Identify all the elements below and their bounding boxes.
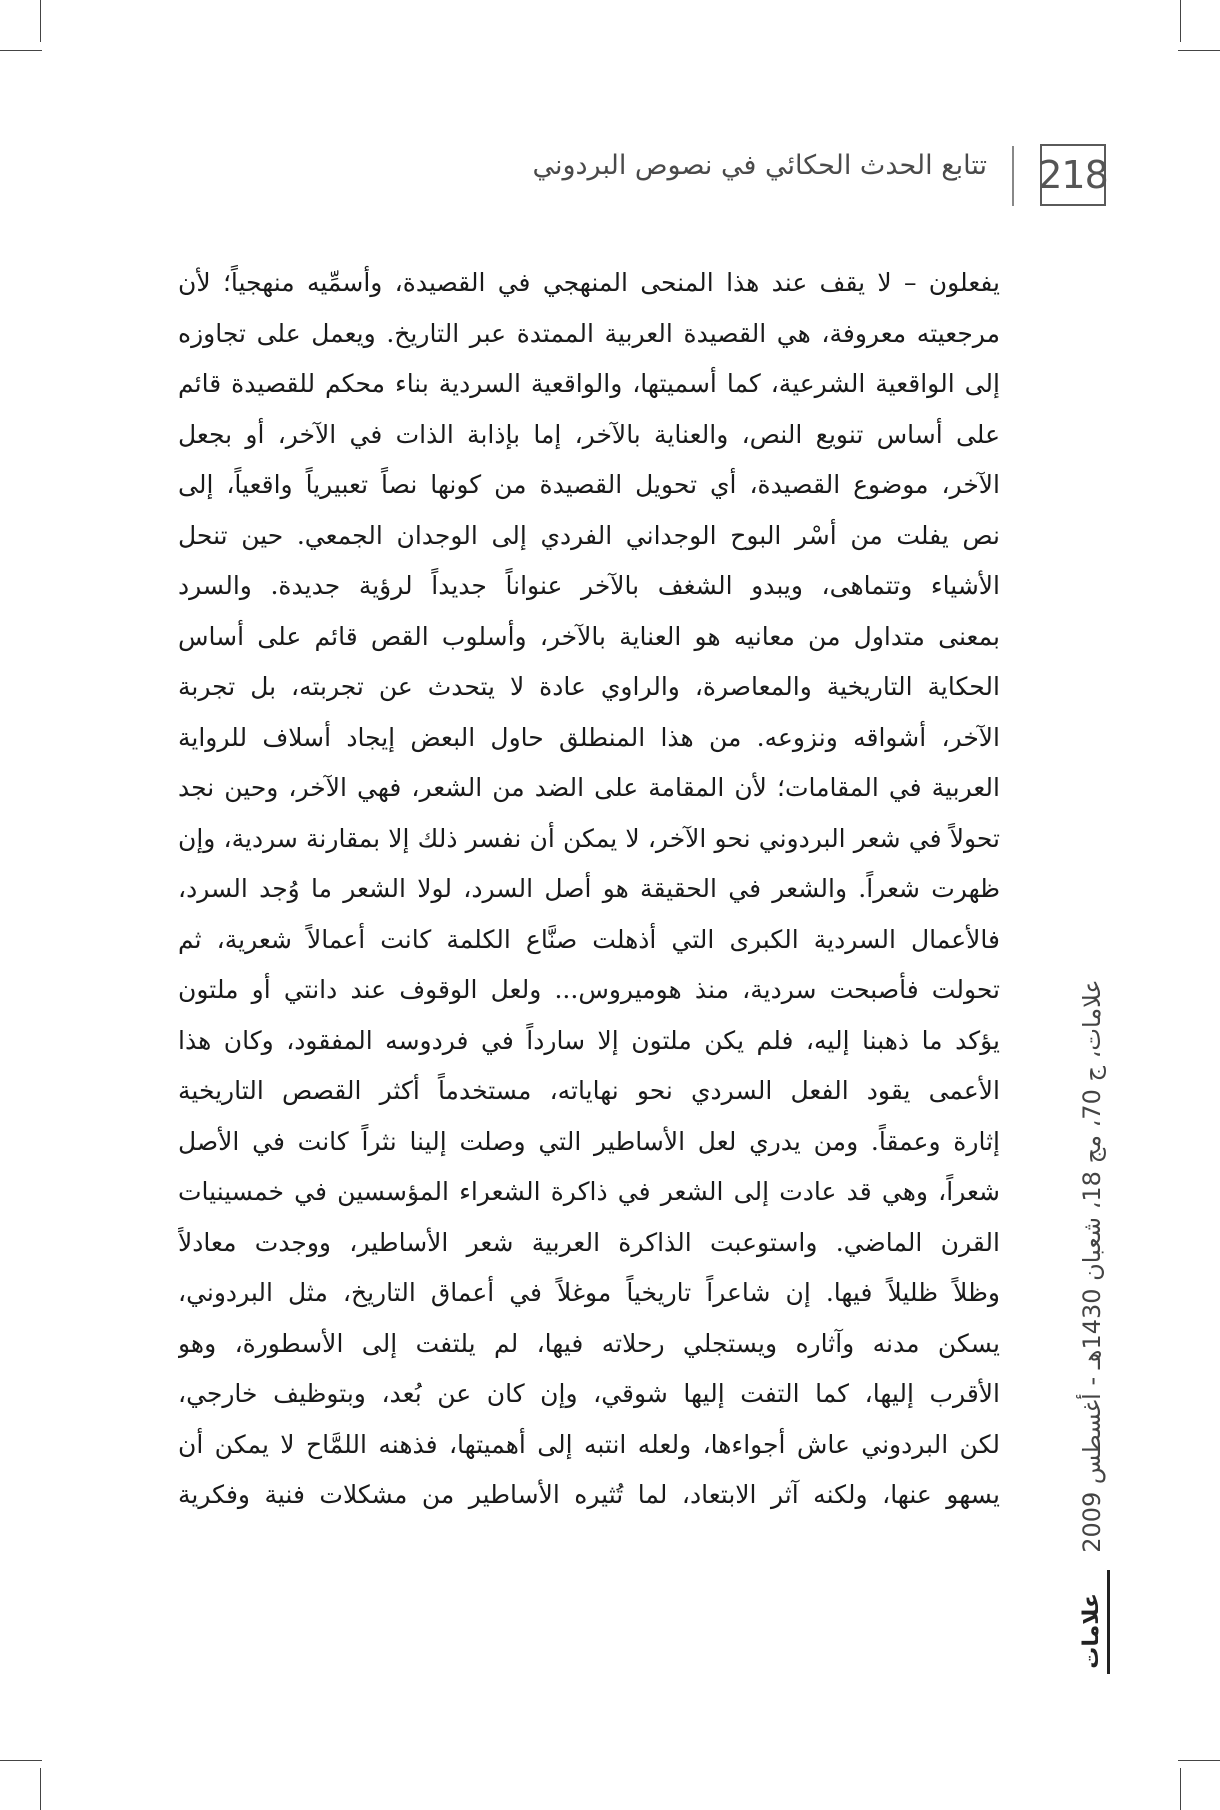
crop-mark: [0, 50, 42, 51]
text-line: لكن البردوني عاش أجواءها، ولعله انتبه إلى أهميتها، فذهنه اللمَّاح لا يمكن أن: [178, 1429, 1000, 1459]
text-line: الآخر، موضوع القصيدة، أي تحويل القصيدة من كونها نصاً تعبيرياً واقعياً، إلى: [178, 470, 1000, 499]
text-line: نص يفلت من أسْر البوح الوجداني الفردي إلى الوجدان الجمعي. حين تنحل: [178, 520, 1000, 550]
text-line: تحولاً في شعر البردوني نحو الآخر، لا يمكن أن نفسر ذلك إلا بمقارنة سردية، وإن: [178, 823, 1000, 853]
text-line: بمعنى متداول من معانيه هو العناية بالآخر، وأسلوب القص قائم على أساس: [178, 621, 1000, 651]
text-line: فالأعمال السردية الكبرى التي أذهلت صنَّاع الكلمة كانت أعمالاً شعرية، ثم: [178, 924, 1000, 954]
crop-mark: [1178, 1760, 1220, 1761]
text-line: يسكن مدنه وآثاره ويستجلي رحلاته فيها، لم يلتفت إلى الأسطورة، وهو: [178, 1328, 1000, 1358]
text-line: الآخر، أشواقه ونزوعه. من هذا المنطلق حاول البعض إيجاد أسلاف للرواية: [178, 722, 1000, 752]
running-head: تتابع الحدث الحكائي في نصوص البردوني: [532, 150, 987, 181]
page-number: 218: [1040, 144, 1106, 206]
logo-bar: [1107, 1570, 1110, 1674]
text-line: إلى الواقعية الشرعية، كما أسميتها، والواقعية السردية بناء محكم للقصيدة قائم: [178, 369, 1000, 398]
crop-mark: [1180, 1768, 1181, 1810]
crop-mark: [1180, 0, 1181, 42]
journal-logo: علامات: [1079, 1593, 1104, 1669]
crop-mark: [0, 1760, 42, 1761]
crop-mark: [40, 1768, 41, 1810]
body-text: [178, 258, 1000, 1521]
text-line: تحولت فأصبحت سردية، منذ هوميروس... ولعل الوقوف عند دانتي أو ملتون: [178, 975, 1000, 1004]
crop-mark: [40, 0, 41, 42]
text-line: العربية في المقامات؛ لأن المقامة على الضد من الشعر، فهي الآخر، وحين نجد: [178, 773, 1000, 802]
text-line: مرجعيته معروفة، هي القصيدة العربية الممتدة عبر التاريخ. ويعمل على تجاوزه: [178, 318, 1000, 348]
header-divider: [1012, 146, 1014, 206]
text-line: القرن الماضي. واستوعبت الذاكرة العربية شعر الأساطير، ووجدت معادلاً: [178, 1227, 1000, 1257]
text-line: وظلاً ظليلاً فيها. إن شاعراً تاريخياً موغلاً في أعماق التاريخ، مثل البردوني،: [178, 1278, 1000, 1307]
text-line: يؤكد ما ذهبنا إليه، فلم يكن ملتون إلا سارداً في فردوسه المفقود، وكان هذا: [178, 1025, 1000, 1055]
text-line: الأقرب إليها، كما التفت إليها شوقي، وإن كان عن بُعد، وبتوظيف خارجي،: [178, 1379, 1000, 1408]
text-line: على أساس تنويع النص، والعناية بالآخر، إما بإذابة الذات في الآخر، أو بجعل: [178, 419, 1000, 449]
text-line: يسهو عنها، ولكنه آثر الابتعاد، لما تُثيره الأساطير من مشكلات فنية وفكرية: [178, 1480, 1000, 1509]
text-line: الأشياء وتتماهى، ويبدو الشغف بالآخر عنواناً جديداً لرؤية جديدة. والسرد: [178, 571, 1000, 600]
text-line: ظهرت شعراً. والشعر في الحقيقة هو أصل السرد، لولا الشعر ما وُجد السرد،: [178, 874, 1000, 903]
text-line: يفعلون – لا يقف عند هذا المنحى المنهجي في القصيدة، وأسمِّيه منهجياً؛ لأن: [178, 268, 1000, 297]
text-line: الأعمى يقود الفعل السردي نحو نهاياته، مستخدماً أكثر القصص التاريخية: [178, 1076, 1000, 1105]
text-line: شعراً، وهي قد عادت إلى الشعر في ذاكرة الشعراء المؤسسين في خمسينيات: [178, 1177, 1000, 1206]
journal-citation: علامات، ج 70، مج 18، شعبان 1430هـ - أغسطس 2009: [1078, 979, 1106, 1553]
text-line: إثارة وعمقاً. ومن يدري لعل الأساطير التي وصلت إلينا نثراً كانت في الأصل: [178, 1126, 1000, 1156]
crop-mark: [1178, 50, 1220, 51]
text-line: الحكاية التاريخية والمعاصرة، والراوي عادة لا يتحدث عن تجربته، بل تجربة: [178, 672, 1000, 701]
